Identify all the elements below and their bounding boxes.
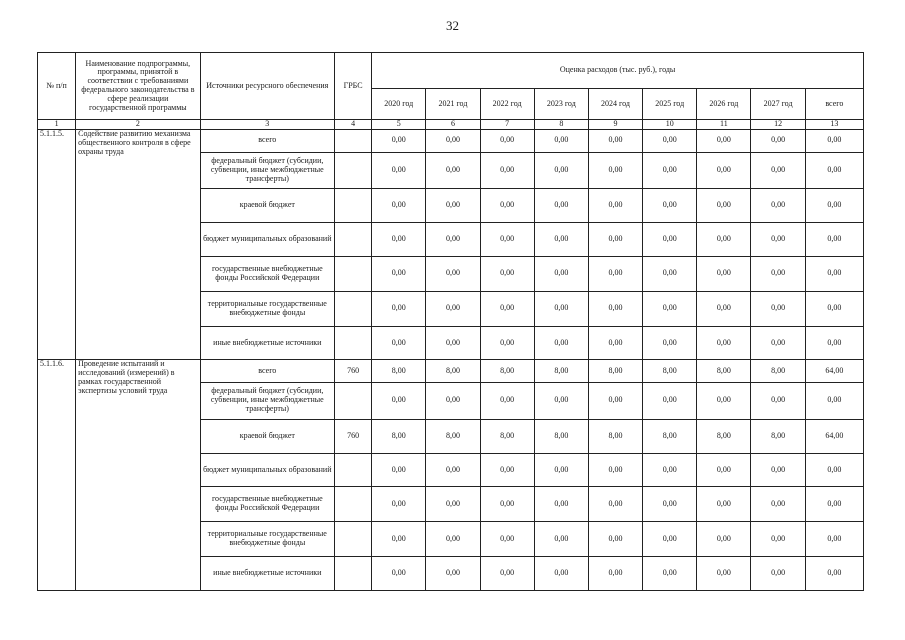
year-value-cell: 0,00	[480, 326, 534, 360]
column-number: 10	[643, 120, 697, 130]
year-value-cell: 0,00	[372, 382, 426, 419]
year-value-cell: 0,00	[697, 522, 751, 557]
total-value-cell: 0,00	[805, 223, 863, 257]
header-year: 2026 год	[697, 89, 751, 120]
year-value-cell: 0,00	[588, 130, 642, 153]
year-value-cell: 0,00	[480, 557, 534, 591]
header-year: 2022 год	[480, 89, 534, 120]
year-value-cell: 0,00	[426, 130, 480, 153]
column-number: 1	[38, 120, 76, 130]
year-value-cell: 8,00	[697, 360, 751, 383]
year-value-cell: 0,00	[643, 291, 697, 326]
program-name: Содействие развитию механизма общественного контроля в сфере охраны труда	[76, 130, 200, 360]
year-value-cell: 0,00	[643, 189, 697, 223]
grbs-code	[335, 557, 372, 591]
year-value-cell: 0,00	[372, 130, 426, 153]
year-value-cell: 0,00	[697, 189, 751, 223]
year-value-cell: 0,00	[643, 130, 697, 153]
year-value-cell: 0,00	[480, 522, 534, 557]
year-value-cell: 0,00	[751, 487, 805, 522]
year-value-cell: 8,00	[751, 419, 805, 453]
column-number: 11	[697, 120, 751, 130]
page-number: 32	[446, 18, 459, 33]
year-value-cell: 0,00	[588, 291, 642, 326]
year-value-cell: 0,00	[751, 291, 805, 326]
year-value-cell: 0,00	[751, 326, 805, 360]
column-number: 5	[372, 120, 426, 130]
year-value-cell: 0,00	[534, 557, 588, 591]
year-value-cell: 0,00	[534, 382, 588, 419]
grbs-code: 760	[335, 360, 372, 383]
year-value-cell: 0,00	[534, 453, 588, 487]
column-number: 12	[751, 120, 805, 130]
grbs-code	[335, 257, 372, 292]
funding-source: всего	[200, 360, 334, 383]
header-year: 2021 год	[426, 89, 480, 120]
year-value-cell: 0,00	[751, 522, 805, 557]
total-value-cell: 0,00	[805, 487, 863, 522]
year-value-cell: 0,00	[480, 382, 534, 419]
header-year: 2024 год	[588, 89, 642, 120]
year-value-cell: 8,00	[697, 419, 751, 453]
funding-source: федеральный бюджет (субсидии, субвенции, иные межбюджетные трансферты)	[200, 382, 334, 419]
year-value-cell: 0,00	[643, 487, 697, 522]
year-value-cell: 0,00	[697, 487, 751, 522]
year-value-cell: 0,00	[643, 223, 697, 257]
year-value-cell: 0,00	[480, 223, 534, 257]
year-value-cell: 0,00	[534, 189, 588, 223]
year-value-cell: 0,00	[588, 557, 642, 591]
year-value-cell: 0,00	[697, 223, 751, 257]
year-value-cell: 0,00	[372, 326, 426, 360]
year-value-cell: 8,00	[643, 360, 697, 383]
year-value-cell: 0,00	[372, 522, 426, 557]
year-value-cell: 0,00	[751, 152, 805, 189]
total-value-cell: 0,00	[805, 557, 863, 591]
year-value-cell: 8,00	[426, 419, 480, 453]
total-value-cell: 0,00	[805, 152, 863, 189]
funding-source: иные внебюджетные источники	[200, 326, 334, 360]
header-grbs: ГРБС	[335, 53, 372, 120]
year-value-cell: 0,00	[426, 557, 480, 591]
year-value-cell: 0,00	[588, 223, 642, 257]
grbs-code	[335, 152, 372, 189]
year-value-cell: 0,00	[426, 189, 480, 223]
header-year: 2027 год	[751, 89, 805, 120]
column-number: 7	[480, 120, 534, 130]
column-number: 13	[805, 120, 863, 130]
year-value-cell: 0,00	[643, 453, 697, 487]
year-value-cell: 0,00	[480, 152, 534, 189]
table-row	[38, 130, 864, 153]
grbs-code	[335, 326, 372, 360]
funding-source: территориальные государственные внебюджетные фонды	[200, 291, 334, 326]
year-value-cell: 0,00	[751, 453, 805, 487]
year-value-cell: 8,00	[372, 360, 426, 383]
year-value-cell: 8,00	[588, 419, 642, 453]
year-value-cell: 0,00	[480, 257, 534, 292]
column-number: 2	[76, 120, 200, 130]
header-year: 2025 год	[643, 89, 697, 120]
funding-source: всего	[200, 130, 334, 153]
year-value-cell: 0,00	[426, 291, 480, 326]
year-value-cell: 0,00	[697, 382, 751, 419]
year-value-cell: 0,00	[534, 130, 588, 153]
header-estimate: Оценка расходов (тыс. руб.), годы	[372, 53, 864, 89]
year-value-cell: 0,00	[372, 453, 426, 487]
year-value-cell: 0,00	[534, 257, 588, 292]
funding-source: территориальные государственные внебюджетные фонды	[200, 522, 334, 557]
year-value-cell: 0,00	[697, 291, 751, 326]
year-value-cell: 0,00	[480, 487, 534, 522]
year-value-cell: 8,00	[588, 360, 642, 383]
year-value-cell: 0,00	[534, 223, 588, 257]
header-year: 2020 год	[372, 89, 426, 120]
year-value-cell: 0,00	[480, 189, 534, 223]
table-row	[38, 360, 864, 383]
budget-table	[37, 52, 864, 591]
year-value-cell: 0,00	[534, 487, 588, 522]
year-value-cell: 8,00	[643, 419, 697, 453]
grbs-code	[335, 291, 372, 326]
column-number: 6	[426, 120, 480, 130]
year-value-cell: 0,00	[372, 291, 426, 326]
total-value-cell: 0,00	[805, 522, 863, 557]
year-value-cell: 0,00	[372, 257, 426, 292]
year-value-cell: 0,00	[426, 453, 480, 487]
year-value-cell: 0,00	[751, 223, 805, 257]
total-value-cell: 0,00	[805, 257, 863, 292]
header-name: Наименование подпрограммы, программы, принятой в соответствии с требованиями федерального законодательства в сфере реализации государственной программы	[76, 53, 200, 120]
program-code: 5.1.1.6.	[38, 360, 76, 591]
table-header	[38, 53, 864, 130]
year-value-cell: 0,00	[426, 152, 480, 189]
year-value-cell: 0,00	[480, 130, 534, 153]
year-value-cell: 0,00	[751, 130, 805, 153]
year-value-cell: 8,00	[480, 360, 534, 383]
total-value-cell: 0,00	[805, 291, 863, 326]
year-value-cell: 0,00	[426, 257, 480, 292]
total-value-cell: 0,00	[805, 189, 863, 223]
year-value-cell: 0,00	[751, 257, 805, 292]
program-name: Проведение испытаний и исследований (измерений) в рамках государственной экспертизы условий труда	[76, 360, 200, 591]
year-value-cell: 0,00	[751, 557, 805, 591]
year-value-cell: 0,00	[588, 326, 642, 360]
year-value-cell: 0,00	[643, 382, 697, 419]
year-value-cell: 0,00	[588, 382, 642, 419]
year-value-cell: 0,00	[643, 557, 697, 591]
year-value-cell: 0,00	[697, 257, 751, 292]
total-value-cell: 0,00	[805, 130, 863, 153]
year-value-cell: 0,00	[588, 152, 642, 189]
funding-source: бюджет муниципальных образований	[200, 453, 334, 487]
year-value-cell: 0,00	[643, 152, 697, 189]
year-value-cell: 0,00	[643, 522, 697, 557]
year-value-cell: 0,00	[480, 453, 534, 487]
year-value-cell: 8,00	[534, 419, 588, 453]
funding-source: иные внебюджетные источники	[200, 557, 334, 591]
year-value-cell: 0,00	[372, 557, 426, 591]
year-value-cell: 0,00	[426, 382, 480, 419]
year-value-cell: 0,00	[372, 189, 426, 223]
header-year: 2023 год	[534, 89, 588, 120]
total-value-cell: 0,00	[805, 326, 863, 360]
grbs-code: 760	[335, 419, 372, 453]
year-value-cell: 0,00	[697, 326, 751, 360]
funding-source: федеральный бюджет (субсидии, субвенции, иные межбюджетные трансферты)	[200, 152, 334, 189]
year-value-cell: 0,00	[697, 557, 751, 591]
year-value-cell: 0,00	[751, 382, 805, 419]
year-value-cell: 8,00	[534, 360, 588, 383]
year-value-cell: 8,00	[426, 360, 480, 383]
year-value-cell: 0,00	[697, 130, 751, 153]
year-value-cell: 0,00	[426, 522, 480, 557]
year-value-cell: 0,00	[426, 487, 480, 522]
year-value-cell: 0,00	[643, 257, 697, 292]
grbs-code	[335, 453, 372, 487]
table-body	[38, 130, 864, 591]
grbs-code	[335, 487, 372, 522]
column-number: 3	[200, 120, 334, 130]
year-value-cell: 0,00	[534, 152, 588, 189]
year-value-cell: 0,00	[480, 291, 534, 326]
year-value-cell: 0,00	[588, 189, 642, 223]
year-value-cell: 0,00	[697, 453, 751, 487]
total-value-cell: 64,00	[805, 419, 863, 453]
column-number-row	[38, 120, 864, 130]
funding-source: краевой бюджет	[200, 189, 334, 223]
grbs-code	[335, 223, 372, 257]
year-value-cell: 0,00	[534, 326, 588, 360]
total-value-cell: 64,00	[805, 360, 863, 383]
year-value-cell: 0,00	[588, 487, 642, 522]
funding-source: государственные внебюджетные фонды Российской Федерации	[200, 487, 334, 522]
year-value-cell: 8,00	[372, 419, 426, 453]
year-value-cell: 0,00	[426, 223, 480, 257]
funding-source: бюджет муниципальных образований	[200, 223, 334, 257]
header-source: Источники ресурсного обеспечения	[200, 53, 334, 120]
year-value-cell: 0,00	[372, 487, 426, 522]
column-number: 9	[588, 120, 642, 130]
program-code: 5.1.1.5.	[38, 130, 76, 360]
year-value-cell: 0,00	[643, 326, 697, 360]
year-value-cell: 0,00	[534, 522, 588, 557]
year-value-cell: 0,00	[426, 326, 480, 360]
year-value-cell: 0,00	[588, 453, 642, 487]
year-value-cell: 0,00	[372, 223, 426, 257]
year-value-cell: 0,00	[588, 257, 642, 292]
grbs-code	[335, 189, 372, 223]
year-value-cell: 0,00	[372, 152, 426, 189]
total-value-cell: 0,00	[805, 453, 863, 487]
funding-source: краевой бюджет	[200, 419, 334, 453]
header-num: № п/п	[38, 53, 76, 120]
funding-source: государственные внебюджетные фонды Российской Федерации	[200, 257, 334, 292]
grbs-code	[335, 130, 372, 153]
year-value-cell: 0,00	[588, 522, 642, 557]
year-value-cell: 0,00	[534, 291, 588, 326]
column-number: 4	[335, 120, 372, 130]
header-total: всего	[805, 89, 863, 120]
year-value-cell: 8,00	[751, 360, 805, 383]
grbs-code	[335, 522, 372, 557]
year-value-cell: 0,00	[751, 189, 805, 223]
grbs-code	[335, 382, 372, 419]
year-value-cell: 8,00	[480, 419, 534, 453]
column-number: 8	[534, 120, 588, 130]
year-value-cell: 0,00	[697, 152, 751, 189]
total-value-cell: 0,00	[805, 382, 863, 419]
